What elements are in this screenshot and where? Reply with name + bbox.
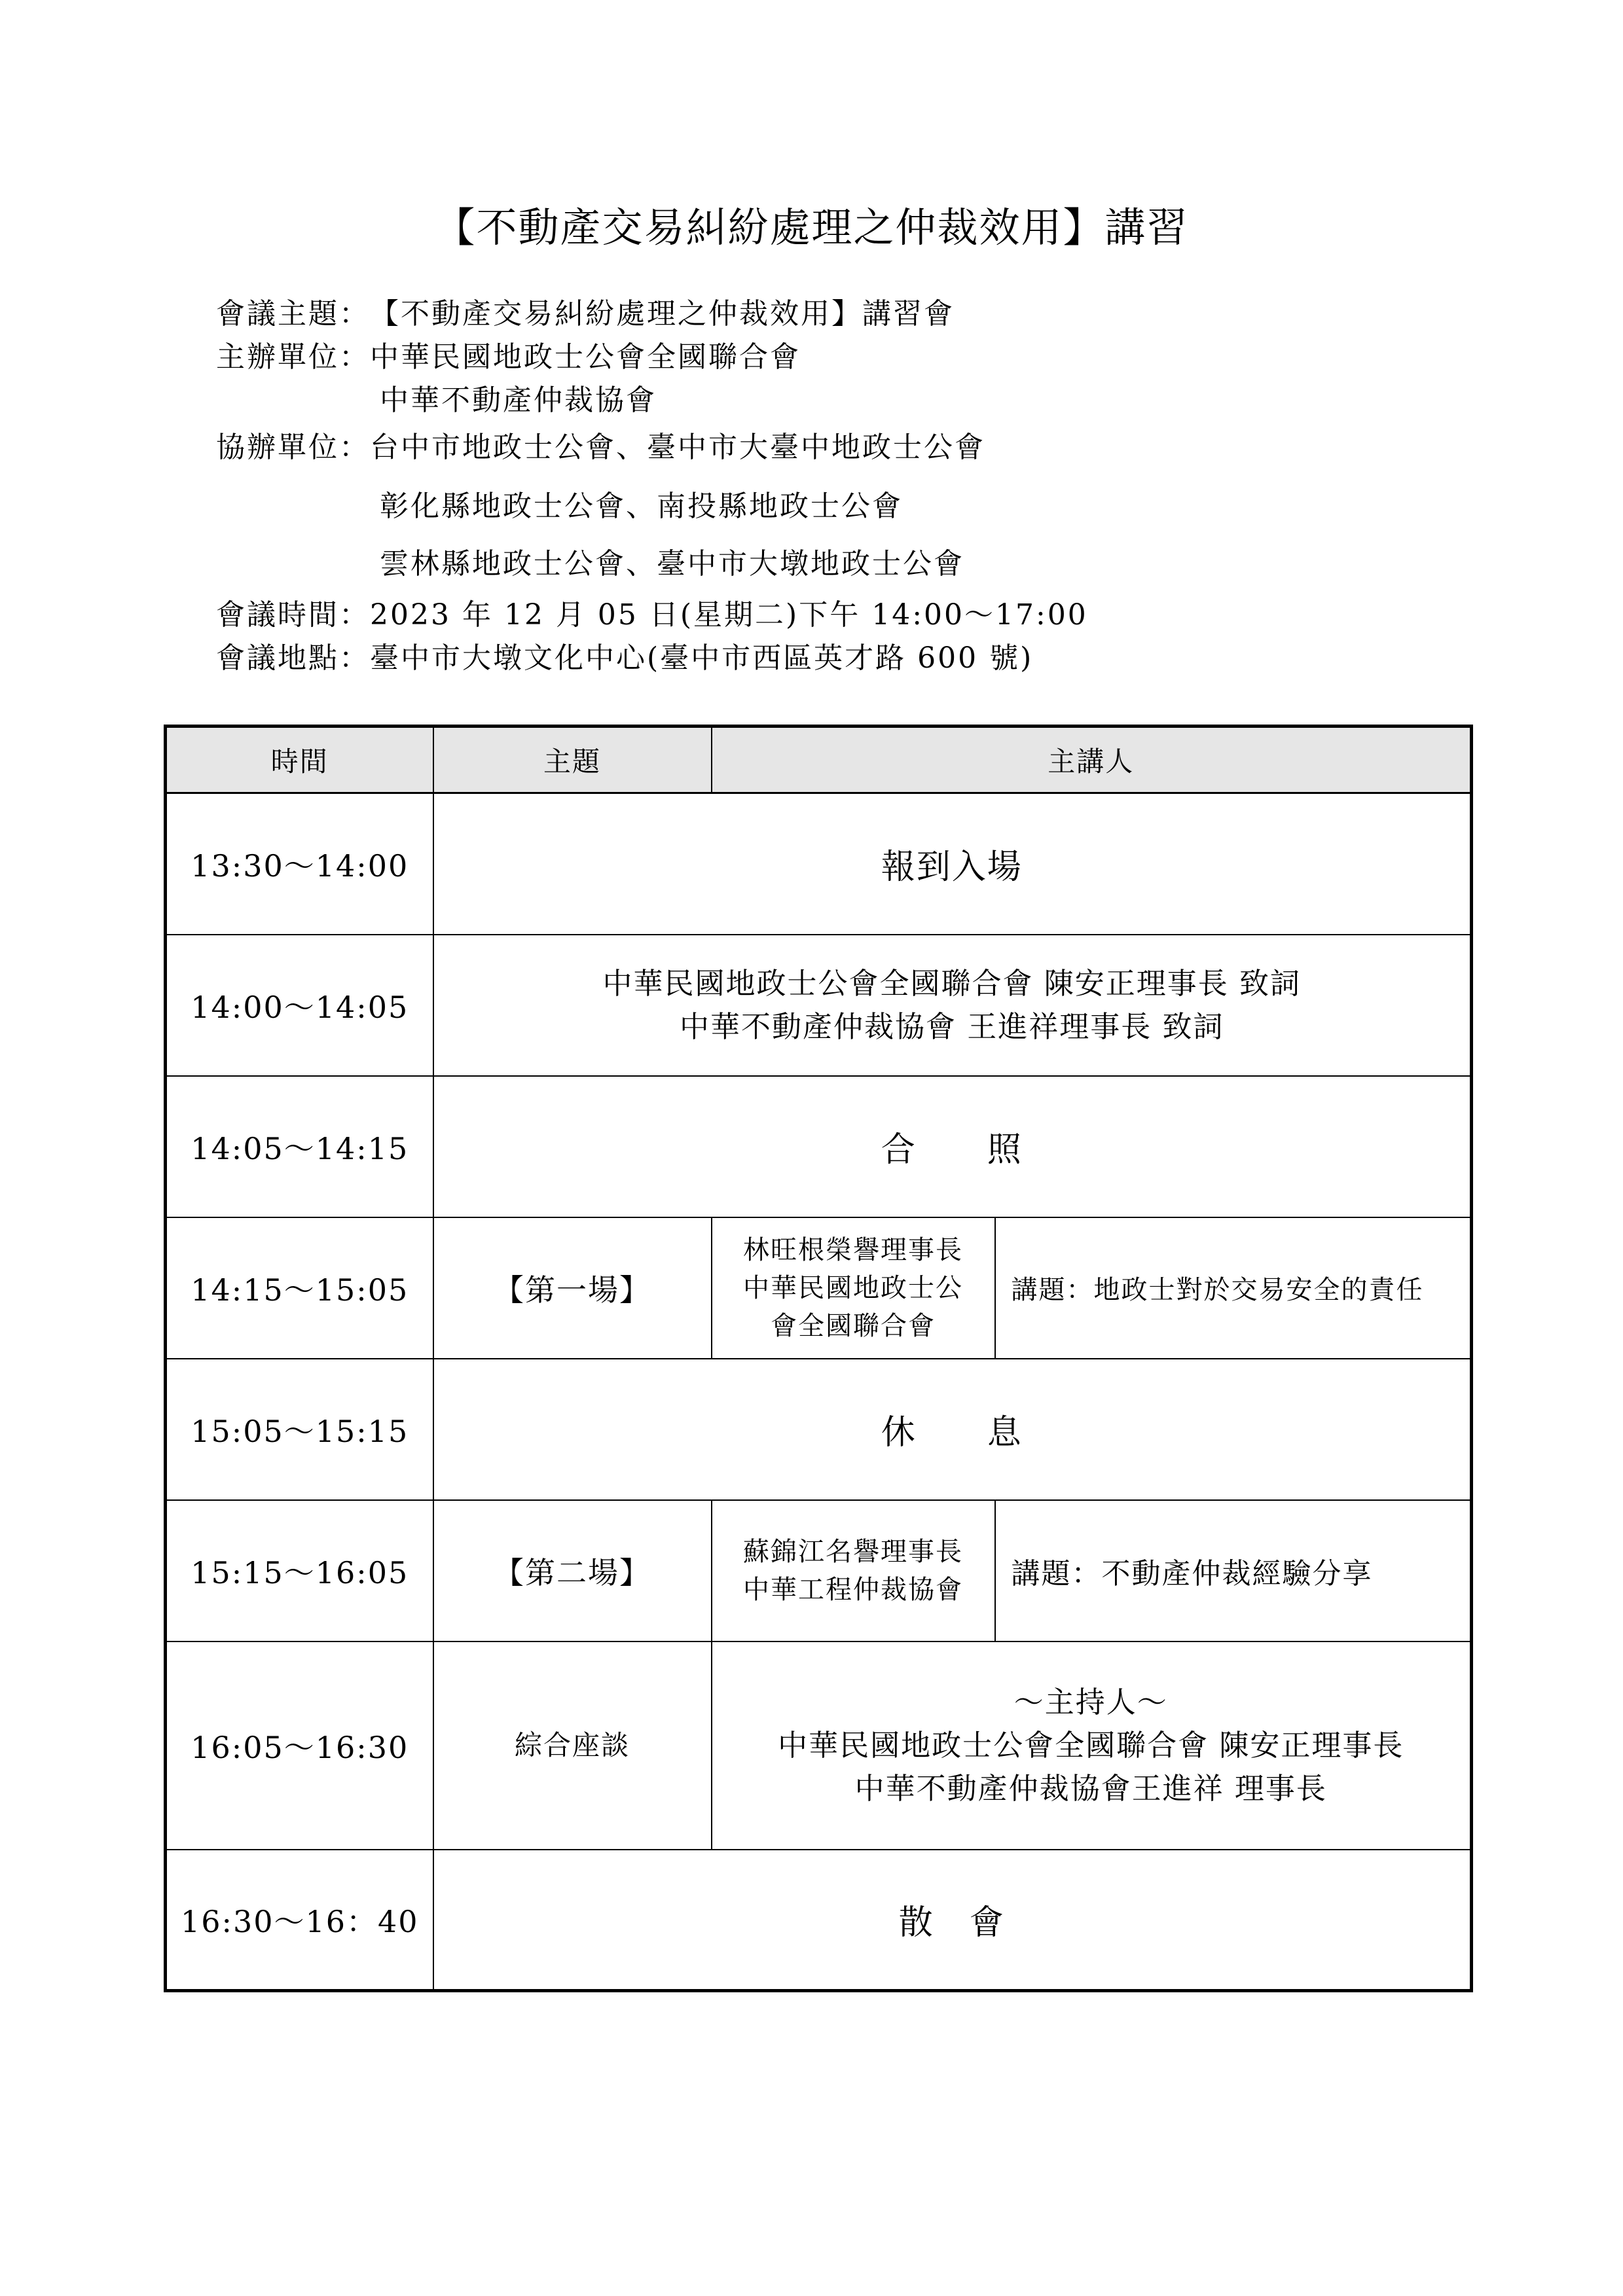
row-content: 報到入場 xyxy=(433,793,1472,935)
row-time: 15:05～15:15 xyxy=(166,1359,433,1500)
header-topic: 主題 xyxy=(433,726,712,793)
speaker-line-3: 會全國聯合會 xyxy=(771,1310,936,1341)
row-speaker xyxy=(712,1217,995,1359)
row-lecture-topic: 講題：地政士對於交易安全的責任 xyxy=(995,1217,1472,1359)
host-organizer xyxy=(216,340,801,374)
row-content: 散 會 xyxy=(433,1850,1472,1991)
row-time: 16:30～16：40 xyxy=(166,1850,433,1991)
header-speaker: 主講人 xyxy=(712,726,1472,793)
host-line-2: 中華不動產仲裁協會王進祥 理事長 xyxy=(854,1770,1327,1806)
co-organizer xyxy=(216,433,985,462)
meeting-topic xyxy=(216,297,955,331)
meeting-time xyxy=(216,598,1088,632)
row-time: 14:00～14:05 xyxy=(166,935,433,1076)
table-row xyxy=(166,793,1472,935)
speaker-line-1: 蘇錦江名譽理事長 xyxy=(743,1536,963,1567)
speaker-line-1: 林旺根榮譽理事長 xyxy=(743,1234,963,1265)
row-time: 14:15～15:05 xyxy=(166,1217,433,1359)
host-label: 主辦單位： xyxy=(216,340,370,374)
meeting-place-label: 會議地點： xyxy=(216,641,370,675)
table-row xyxy=(166,1850,1472,1991)
co-organizer-label: 協辦單位： xyxy=(216,431,370,464)
host-line-1: 中華民國地政士公會全國聯合會 陳安正理事長 xyxy=(778,1727,1404,1763)
row-time: 13:30～14:00 xyxy=(166,793,433,935)
row-speaker xyxy=(712,1500,995,1641)
table-row xyxy=(166,1359,1472,1500)
meeting-time-label: 會議時間： xyxy=(216,598,370,632)
opening-speech-2: 中華不動產仲裁協會 王進祥理事長 致詞 xyxy=(679,1009,1224,1044)
row-time: 15:15～16:05 xyxy=(166,1500,433,1641)
opening-speech-1: 中華民國地政士公會全國聯合會 陳安正理事長 致詞 xyxy=(602,965,1302,1001)
table-row xyxy=(166,935,1472,1076)
row-content: 休 息 xyxy=(433,1359,1472,1500)
host-heading: ～主持人～ xyxy=(1013,1684,1168,1719)
row-time: 14:05～14:15 xyxy=(166,1076,433,1217)
row-time: 16:05～16:30 xyxy=(166,1641,433,1850)
meeting-topic-label: 會議主題： xyxy=(216,297,370,331)
meeting-topic-value: 【不動產交易糾紛處理之仲裁效用】講習會 xyxy=(370,297,955,331)
host-value-2: 中華不動產仲裁協會 xyxy=(380,384,657,417)
co-organizer-value-2: 彰化縣地政士公會、南投縣地政士公會 xyxy=(380,490,903,523)
row-host xyxy=(712,1641,1472,1850)
page-title: 【不動產交易糾紛處理之仲裁效用】講習 xyxy=(434,204,1189,251)
co-organizer-value-1: 台中市地政士公會、臺中市大臺中地政士公會 xyxy=(370,431,985,464)
row-session: 綜合座談 xyxy=(433,1641,712,1850)
table-row xyxy=(166,1076,1472,1217)
speaker-line-2: 中華民國地政士公 xyxy=(743,1272,963,1303)
table-row xyxy=(166,1641,1472,1850)
speaker-line-2: 中華工程仲裁協會 xyxy=(743,1574,963,1605)
row-content: 合 照 xyxy=(433,1076,1472,1217)
table-row xyxy=(166,1217,1472,1359)
table-row xyxy=(166,1500,1472,1641)
row-session: 【第二場】 xyxy=(433,1500,712,1641)
header-time: 時間 xyxy=(166,726,433,793)
co-organizer-value-3: 雲林縣地政士公會、臺中市大墩地政士公會 xyxy=(380,547,964,581)
host-value-1: 中華民國地政士公會全國聯合會 xyxy=(370,340,801,374)
row-lecture-topic: 講題：不動產仲裁經驗分享 xyxy=(995,1500,1472,1641)
table-header-row xyxy=(166,726,1472,793)
agenda-table xyxy=(164,725,1473,1992)
meeting-time-value: 2023 年 12 月 05 日(星期二)下午 14:00～17:00 xyxy=(370,598,1088,632)
meeting-place xyxy=(216,641,1034,675)
meeting-place-value: 臺中市大墩文化中心(臺中市西區英才路 600 號) xyxy=(370,641,1034,675)
row-content xyxy=(433,935,1472,1076)
row-session: 【第一場】 xyxy=(433,1217,712,1359)
